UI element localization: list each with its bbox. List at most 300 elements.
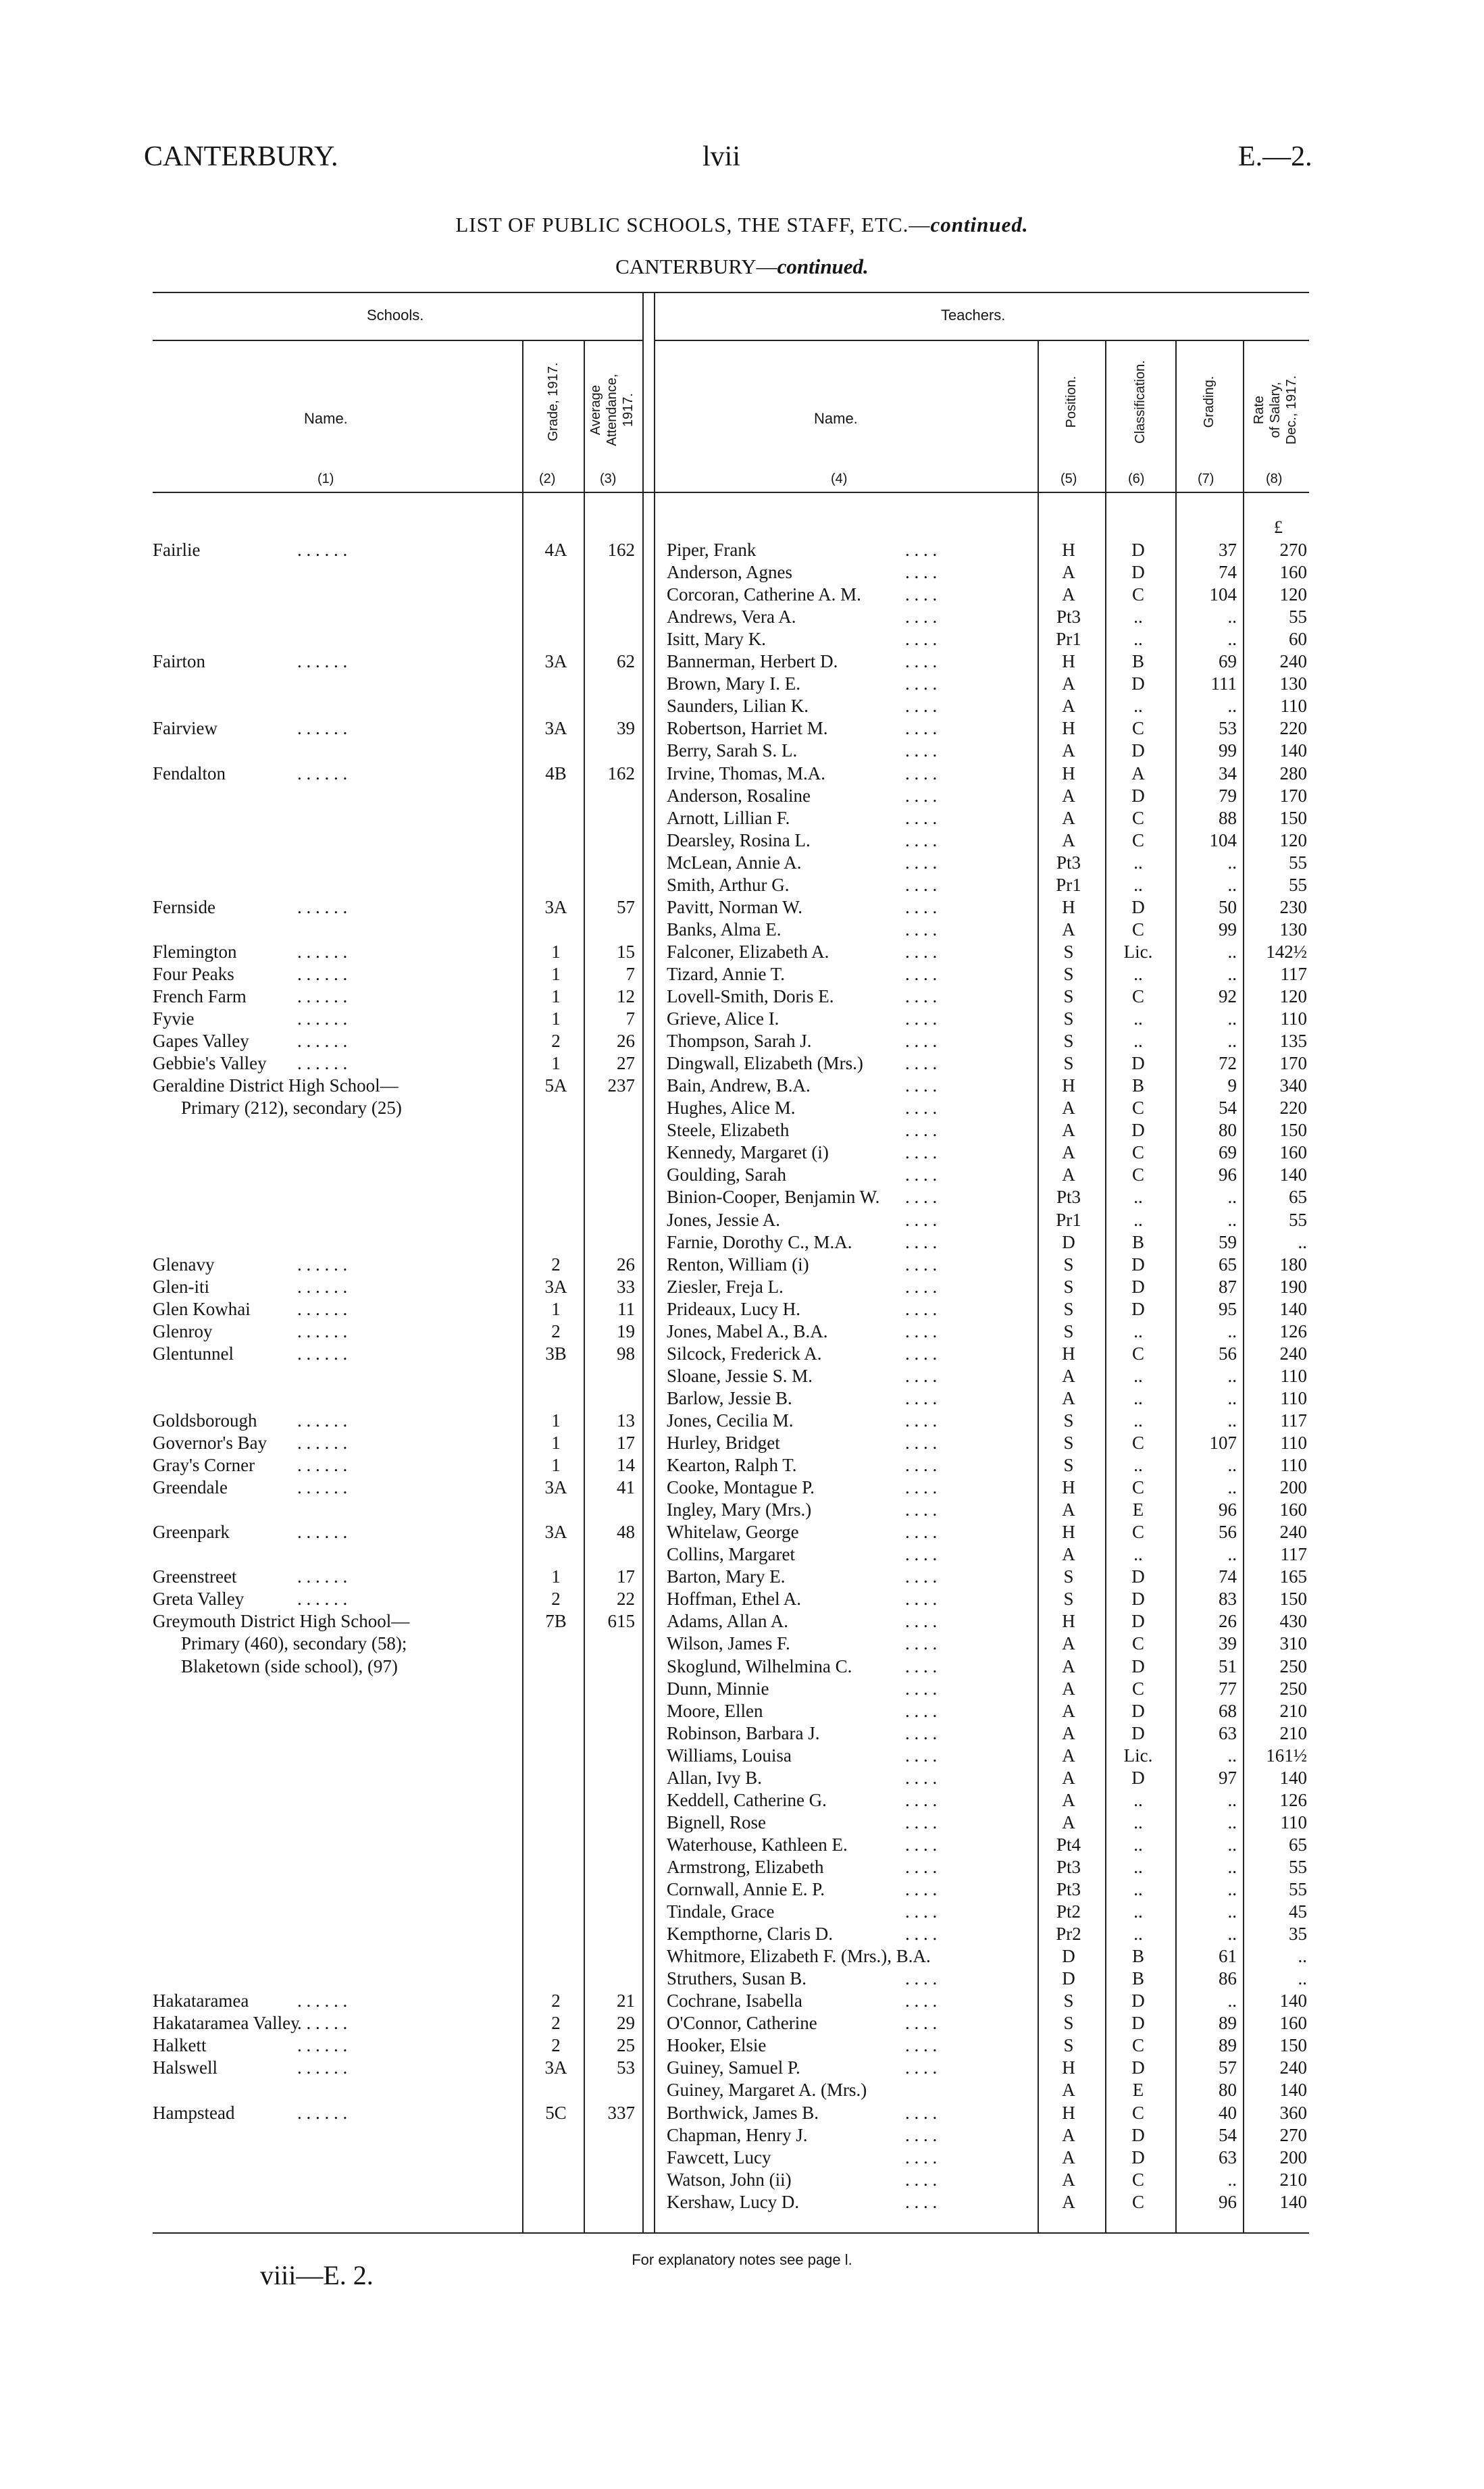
teacher-salary: 170 xyxy=(1279,786,1307,806)
teacher-name: Smith, Arthur G. xyxy=(667,875,790,895)
teacher-grading: 88 xyxy=(1219,808,1237,828)
teacher-grading: .. xyxy=(1227,1008,1237,1029)
table-row xyxy=(0,807,1484,829)
teacher-name: Cooke, Montague P. xyxy=(667,1477,815,1497)
teacher-position: H xyxy=(1062,2103,1075,2123)
school-grade: 7B xyxy=(545,1611,567,1631)
teacher-salary: .. xyxy=(1298,1946,1307,1966)
teacher-position: Pt3 xyxy=(1056,1187,1081,1207)
teacher-classification: D xyxy=(1131,540,1145,560)
teacher-classification: D xyxy=(1131,1053,1145,1073)
teacher-name: Saunders, Lilian K. xyxy=(667,696,809,716)
table-row xyxy=(0,1610,1484,1633)
leader-dots: . . . . . . xyxy=(297,1477,348,1497)
teacher-grading: 79 xyxy=(1219,786,1237,806)
table-row xyxy=(0,1767,1484,1789)
table-row xyxy=(0,1678,1484,1700)
teacher-name: Robinson, Barbara J. xyxy=(667,1723,820,1743)
teacher-position: S xyxy=(1063,2013,1074,2033)
attendance-heading xyxy=(588,342,636,478)
school-name: Gapes Valley xyxy=(153,1031,249,1051)
teacher-position: H xyxy=(1062,718,1075,738)
table-row xyxy=(0,1141,1484,1164)
teacher-grading: 63 xyxy=(1219,1723,1237,1743)
teacher-salary: 360 xyxy=(1279,2103,1307,2123)
teacher-name: Banks, Alma E. xyxy=(667,919,782,940)
school-name: Blaketown (side school), (97) xyxy=(181,1656,398,1676)
school-grade: 1 xyxy=(551,1433,561,1453)
teacher-salary: 240 xyxy=(1279,2057,1307,2078)
leader-dots: . . . . . . xyxy=(297,1031,348,1051)
table-row xyxy=(0,1008,1484,1030)
teacher-classification: D xyxy=(1131,1991,1145,2011)
pound-sign: £ xyxy=(1274,517,1283,537)
teacher-grading: 89 xyxy=(1219,2013,1237,2033)
teacher-grading: 59 xyxy=(1219,1232,1237,1252)
teacher-grading: 74 xyxy=(1219,1566,1237,1587)
leader-dots: . . . . xyxy=(905,2035,938,2055)
leader-dots: . . . . xyxy=(905,629,938,649)
school-grade: 1 xyxy=(551,1008,561,1029)
leader-dots: . . . . . . xyxy=(297,718,348,738)
teacher-salary: 160 xyxy=(1279,1499,1307,1520)
school-grade: 4A xyxy=(544,540,567,560)
table-row xyxy=(0,1588,1484,1610)
teacher-position: S xyxy=(1063,1031,1074,1051)
teacher-grading: .. xyxy=(1227,1187,1237,1207)
teacher-classification: .. xyxy=(1133,852,1143,873)
teacher-position: S xyxy=(1063,1589,1074,1609)
schools-group-rule xyxy=(153,340,642,341)
header-bottom-rule xyxy=(153,492,1309,493)
teacher-name: Kempthorne, Claris D. xyxy=(667,1924,833,1944)
teacher-grading: 80 xyxy=(1219,1120,1237,1140)
teacher-classification: C xyxy=(1131,1433,1144,1453)
salary-heading-line3: Dec., 1917. xyxy=(1284,375,1299,445)
teacher-grading: 57 xyxy=(1219,2057,1237,2078)
teacher-classification: D xyxy=(1131,786,1145,806)
school-name: Governor's Bay xyxy=(153,1433,267,1453)
leader-dots: . . . . xyxy=(905,651,938,671)
teacher-grading: 53 xyxy=(1219,718,1237,738)
teacher-name: Renton, William (i) xyxy=(667,1254,809,1275)
teacher-position: A xyxy=(1062,1120,1075,1140)
teacher-grading: .. xyxy=(1227,1210,1237,1230)
leader-dots: . . . . xyxy=(905,562,938,582)
leader-dots: . . . . xyxy=(905,1477,938,1497)
teacher-name: Tizard, Annie T. xyxy=(667,964,785,984)
teacher-name: Kearton, Ralph T. xyxy=(667,1455,797,1475)
leader-dots: . . . . xyxy=(905,964,938,984)
leader-dots: . . . . xyxy=(905,852,938,873)
table-row xyxy=(0,896,1484,919)
school-grade: 1 xyxy=(551,986,561,1006)
leader-dots: . . . . xyxy=(905,1053,938,1073)
table-row xyxy=(0,1945,1484,1968)
leader-dots: . . . . xyxy=(905,830,938,850)
teacher-name: Farnie, Dorothy C., M.A. xyxy=(667,1232,852,1252)
leader-dots: . . . . xyxy=(905,1299,938,1319)
teacher-salary: 240 xyxy=(1279,651,1307,671)
teacher-salary: 135 xyxy=(1279,1031,1307,1051)
teacher-classification: D xyxy=(1131,1656,1145,1676)
teacher-salary: 250 xyxy=(1279,1678,1307,1699)
teacher-grading: .. xyxy=(1227,942,1237,962)
leader-dots: . . . . . . xyxy=(297,1008,348,1029)
teacher-classification: .. xyxy=(1133,1031,1143,1051)
teacher-salary: 170 xyxy=(1279,1053,1307,1073)
average-attendance: 27 xyxy=(617,1053,635,1073)
teacher-name: Hooker, Elsie xyxy=(667,2035,767,2055)
leader-dots: . . . . . . xyxy=(297,964,348,984)
teacher-position: A xyxy=(1062,1678,1075,1699)
teacher-name: Pavitt, Norman W. xyxy=(667,897,802,917)
school-grade: 2 xyxy=(551,1321,561,1341)
leader-dots: . . . . xyxy=(905,1343,938,1364)
leader-dots: . . . . xyxy=(905,2147,938,2167)
leader-dots: . . . . . . xyxy=(297,1522,348,1542)
teacher-name: Barton, Mary E. xyxy=(667,1566,786,1587)
average-attendance: 39 xyxy=(617,718,635,738)
teacher-classification: D xyxy=(1131,1299,1145,1319)
title-italic: continued. xyxy=(930,213,1029,236)
school-name: Halswell xyxy=(153,2057,218,2078)
teacher-grading: 37 xyxy=(1219,540,1237,560)
leader-dots: . . . . xyxy=(905,2103,938,2123)
school-grade: 5C xyxy=(545,2103,567,2123)
teacher-grading: 39 xyxy=(1219,1633,1237,1653)
table-row xyxy=(0,1968,1484,1990)
teacher-name: Goulding, Sarah xyxy=(667,1164,786,1185)
school-grade: 2 xyxy=(551,2013,561,2033)
teacher-salary: 117 xyxy=(1280,964,1307,984)
leader-dots: . . . . xyxy=(905,1924,938,1944)
teacher-grading: .. xyxy=(1227,2170,1237,2190)
average-attendance: 162 xyxy=(607,540,635,560)
teacher-grading: 56 xyxy=(1219,1522,1237,1542)
teacher-name: Skoglund, Wilhelmina C. xyxy=(667,1656,852,1676)
teacher-position: H xyxy=(1062,1343,1075,1364)
teacher-salary: 55 xyxy=(1289,1857,1307,1877)
leader-dots: . . . . . . xyxy=(297,1589,348,1609)
teacher-grading: 87 xyxy=(1219,1277,1237,1297)
school-name: Glenroy xyxy=(153,1321,213,1341)
leader-dots: . . . . xyxy=(905,1834,938,1855)
average-attendance: 53 xyxy=(617,2057,635,2078)
leader-dots: . . . . xyxy=(905,986,938,1006)
teacher-name: Dearsley, Rosina L. xyxy=(667,830,811,850)
page-number: lvii xyxy=(702,141,741,172)
teacher-name: Cochrane, Isabella xyxy=(667,1991,802,2011)
teacher-classification: B xyxy=(1131,1232,1144,1252)
teacher-grading: 74 xyxy=(1219,562,1237,582)
leader-dots: . . . . xyxy=(905,1812,938,1832)
teacher-grading: 83 xyxy=(1219,1589,1237,1609)
leader-dots: . . . . . . xyxy=(297,1277,348,1297)
school-grade: 2 xyxy=(551,2035,561,2055)
teacher-name: Jones, Mabel A., B.A. xyxy=(667,1321,828,1341)
teacher-name: Cornwall, Annie E. P. xyxy=(667,1879,825,1899)
grade-heading: Grade, 1917. xyxy=(546,362,561,442)
teacher-salary: 55 xyxy=(1289,1210,1307,1230)
school-grade: 3A xyxy=(544,1477,567,1497)
average-attendance: 237 xyxy=(607,1075,635,1096)
leader-dots: . . . . xyxy=(905,1790,938,1810)
teacher-salary: 150 xyxy=(1279,1120,1307,1140)
teacher-position: Pr1 xyxy=(1056,1210,1081,1230)
teacher-salary: 55 xyxy=(1289,1879,1307,1899)
leader-dots: . . . . xyxy=(905,919,938,940)
school-grade: 5A xyxy=(544,1075,567,1096)
leader-dots: . . . . . . xyxy=(297,1566,348,1587)
teacher-position: A xyxy=(1062,673,1075,694)
col-num-8: (8) xyxy=(1266,471,1283,486)
teacher-name: Adams, Allan A. xyxy=(667,1611,788,1631)
teacher-name: Prideaux, Lucy H. xyxy=(667,1299,800,1319)
teacher-name: Waterhouse, Kathleen E. xyxy=(667,1834,848,1855)
teacher-classification: D xyxy=(1131,1120,1145,1140)
average-attendance: 12 xyxy=(617,986,635,1006)
leader-dots: . . . . xyxy=(905,1098,938,1118)
teacher-classification: C xyxy=(1131,1633,1144,1653)
teacher-salary: 220 xyxy=(1279,718,1307,738)
leader-dots: . . . . . . xyxy=(297,1343,348,1364)
teacher-classification: .. xyxy=(1133,875,1143,895)
teacher-position: D xyxy=(1062,1946,1075,1966)
teacher-salary: 160 xyxy=(1279,562,1307,582)
teacher-grading: .. xyxy=(1227,607,1237,627)
table-row xyxy=(0,1878,1484,1901)
table-row xyxy=(0,2147,1484,2169)
teacher-grading: 54 xyxy=(1219,1098,1237,1118)
school-name: Geraldine District High School— xyxy=(153,1075,399,1096)
salary-heading-line1: Rate xyxy=(1252,395,1266,425)
teacher-classification: C xyxy=(1131,1142,1144,1162)
teacher-classification: D xyxy=(1131,562,1145,582)
school-grade: 1 xyxy=(551,1566,561,1587)
teacher-name: Andrews, Vera A. xyxy=(667,607,796,627)
teacher-grading: .. xyxy=(1227,852,1237,873)
school-grade: 1 xyxy=(551,964,561,984)
title-main: LIST OF PUBLIC SCHOOLS, THE STAFF, ETC.— xyxy=(455,213,931,236)
teacher-classification: D xyxy=(1131,1589,1145,1609)
teacher-name: Keddell, Catherine G. xyxy=(667,1790,827,1810)
teacher-position: A xyxy=(1062,696,1075,716)
teacher-position: A xyxy=(1062,786,1075,806)
teacher-grading: 86 xyxy=(1219,1968,1237,1988)
school-name: Four Peaks xyxy=(153,964,234,984)
table-bottom-rule xyxy=(153,2232,1309,2234)
teacher-position: A xyxy=(1062,562,1075,582)
leader-dots: . . . . xyxy=(905,942,938,962)
teacher-classification: B xyxy=(1131,1968,1144,1988)
teacher-position: A xyxy=(1062,808,1075,828)
leader-dots: . . . . xyxy=(905,673,938,694)
leader-dots: . . . . xyxy=(905,1901,938,1922)
school-grade: 3A xyxy=(544,1277,567,1297)
attendance-heading-line2: Attendance, xyxy=(605,374,619,446)
teacher-salary: 35 xyxy=(1289,1924,1307,1944)
teacher-classification: C xyxy=(1131,1343,1144,1364)
teacher-grading: .. xyxy=(1227,1031,1237,1051)
table-row xyxy=(0,2034,1484,2057)
school-name: French Farm xyxy=(153,986,247,1006)
leader-dots: . . . . xyxy=(905,1120,938,1140)
average-attendance: 48 xyxy=(617,1522,635,1542)
teacher-position: A xyxy=(1062,1142,1075,1162)
table-row xyxy=(0,2169,1484,2191)
teacher-grading: 68 xyxy=(1219,1701,1237,1721)
table-row xyxy=(0,1923,1484,1945)
teachers-group-heading: Teachers. xyxy=(941,307,1006,324)
teacher-name: Irvine, Thomas, M.A. xyxy=(667,763,825,784)
teacher-salary: 110 xyxy=(1280,1388,1307,1408)
teacher-classification: D xyxy=(1131,2147,1145,2167)
teacher-name: Watson, John (ii) xyxy=(667,2170,792,2190)
teacher-name: Falconer, Elizabeth A. xyxy=(667,942,829,962)
teacher-salary: 140 xyxy=(1279,1768,1307,1788)
grading-heading: Grading. xyxy=(1202,376,1217,428)
teacher-classification: C xyxy=(1131,1098,1144,1118)
leader-dots: . . . . xyxy=(905,1723,938,1743)
teacher-salary: 240 xyxy=(1279,1343,1307,1364)
teacher-classification: D xyxy=(1131,1566,1145,1587)
leader-dots: . . . . . . xyxy=(297,2057,348,2078)
table-row xyxy=(0,2079,1484,2101)
teacher-position: A xyxy=(1062,830,1075,850)
teacher-position: A xyxy=(1062,2080,1075,2100)
teacher-position: S xyxy=(1063,1053,1074,1073)
teacher-salary: 165 xyxy=(1279,1566,1307,1587)
teacher-salary: 55 xyxy=(1289,875,1307,895)
school-name: Greta Valley xyxy=(153,1589,245,1609)
leader-dots: . . . . xyxy=(905,718,938,738)
table-row xyxy=(0,1343,1484,1365)
school-name: Primary (212), secondary (25) xyxy=(181,1098,402,1118)
table-row xyxy=(0,763,1484,785)
leader-dots: . . . . xyxy=(905,1656,938,1676)
leader-dots: . . . . . . xyxy=(297,2013,348,2033)
school-grade: 3A xyxy=(544,2057,567,2078)
leader-dots: . . . . xyxy=(905,2192,938,2212)
school-name: Flemington xyxy=(153,942,237,962)
teacher-position: Pt2 xyxy=(1056,1901,1081,1922)
teacher-classification: C xyxy=(1131,1164,1144,1185)
teacher-name: Kershaw, Lucy D. xyxy=(667,2192,800,2212)
teacher-grading: .. xyxy=(1227,1879,1237,1899)
teacher-grading: 69 xyxy=(1219,651,1237,671)
teacher-position: A xyxy=(1062,1790,1075,1810)
leader-dots: . . . . xyxy=(905,875,938,895)
teacher-grading: .. xyxy=(1227,1321,1237,1341)
average-attendance: 57 xyxy=(617,897,635,917)
salary-heading xyxy=(1251,342,1300,478)
school-name: Fendalton xyxy=(153,763,226,784)
table-row xyxy=(0,628,1484,650)
leader-dots: . . . . xyxy=(905,1008,938,1029)
table-row xyxy=(0,852,1484,874)
table-row xyxy=(0,1030,1484,1052)
teacher-position: A xyxy=(1062,2192,1075,2212)
teacher-classification: C xyxy=(1131,718,1144,738)
teacher-salary: 280 xyxy=(1279,763,1307,784)
leader-dots: . . . . . . xyxy=(297,2035,348,2055)
school-name: Glen Kowhai xyxy=(153,1299,251,1319)
teacher-classification: C xyxy=(1131,2103,1144,2123)
teacher-salary: 120 xyxy=(1279,986,1307,1006)
teacher-grading: .. xyxy=(1227,1477,1237,1497)
teacher-name: Dingwall, Elizabeth (Mrs.) xyxy=(667,1053,863,1073)
school-name: Glen-iti xyxy=(153,1277,209,1297)
teacher-salary: 65 xyxy=(1289,1187,1307,1207)
school-grade: 4B xyxy=(545,763,567,784)
teacher-position: H xyxy=(1062,1075,1075,1096)
teacher-classification: .. xyxy=(1133,696,1143,716)
teacher-position: H xyxy=(1062,1611,1075,1631)
school-grade: 1 xyxy=(551,1053,561,1073)
teacher-salary: 210 xyxy=(1279,1701,1307,1721)
col-num-2: (2) xyxy=(539,471,556,486)
col-num-7: (7) xyxy=(1198,471,1214,486)
school-grade: 1 xyxy=(551,942,561,962)
teacher-name: Barlow, Jessie B. xyxy=(667,1388,792,1408)
school-name: Greymouth District High School— xyxy=(153,1611,410,1631)
running-head-left: CANTERBURY. xyxy=(144,141,338,172)
teacher-position: A xyxy=(1062,2125,1075,2145)
teacher-classification: E xyxy=(1132,1499,1144,1520)
leader-dots: . . . . xyxy=(905,763,938,784)
teacher-grading: 89 xyxy=(1219,2035,1237,2055)
teacher-grading: .. xyxy=(1227,1410,1237,1431)
school-name: Fairton xyxy=(153,651,205,671)
school-name: Hakataramea Valley xyxy=(153,2013,300,2033)
subtitle-main: CANTERBURY— xyxy=(615,255,777,278)
teacher-position: Pt3 xyxy=(1056,1879,1081,1899)
teacher-position: S xyxy=(1063,1008,1074,1029)
teacher-grading: .. xyxy=(1227,1790,1237,1810)
leader-dots: . . . . . . xyxy=(297,1053,348,1073)
teacher-position: H xyxy=(1062,540,1075,560)
schools-group-heading: Schools. xyxy=(367,307,424,324)
teacher-classification: C xyxy=(1131,2170,1144,2190)
teacher-name: Bain, Andrew, B.A. xyxy=(667,1075,811,1096)
table-row xyxy=(0,1164,1484,1186)
table-row xyxy=(0,717,1484,740)
teacher-grading: 95 xyxy=(1219,1299,1237,1319)
teacher-grading: 104 xyxy=(1209,584,1237,605)
teacher-salary: 120 xyxy=(1279,830,1307,850)
teacher-classification: .. xyxy=(1133,964,1143,984)
teacher-salary: 200 xyxy=(1279,1477,1307,1497)
table-row xyxy=(0,1320,1484,1343)
teacher-position: A xyxy=(1062,2170,1075,2190)
teacher-position: A xyxy=(1062,1768,1075,1788)
teacher-classification: D xyxy=(1131,1254,1145,1275)
teacher-classification: A xyxy=(1131,763,1145,784)
teacher-classification: .. xyxy=(1133,1812,1143,1832)
teacher-position: Pt3 xyxy=(1056,607,1081,627)
school-grade: 2 xyxy=(551,1254,561,1275)
teacher-position: S xyxy=(1063,986,1074,1006)
teacher-grading: 9 xyxy=(1227,1075,1237,1096)
average-attendance: 337 xyxy=(607,2103,635,2123)
average-attendance: 25 xyxy=(617,2035,635,2055)
table-row xyxy=(0,1365,1484,1387)
leader-dots: . . . . . . xyxy=(297,1410,348,1431)
classification-heading: Classification. xyxy=(1133,360,1148,444)
teacher-classification: .. xyxy=(1133,1321,1143,1341)
teacher-salary: 110 xyxy=(1280,1366,1307,1386)
